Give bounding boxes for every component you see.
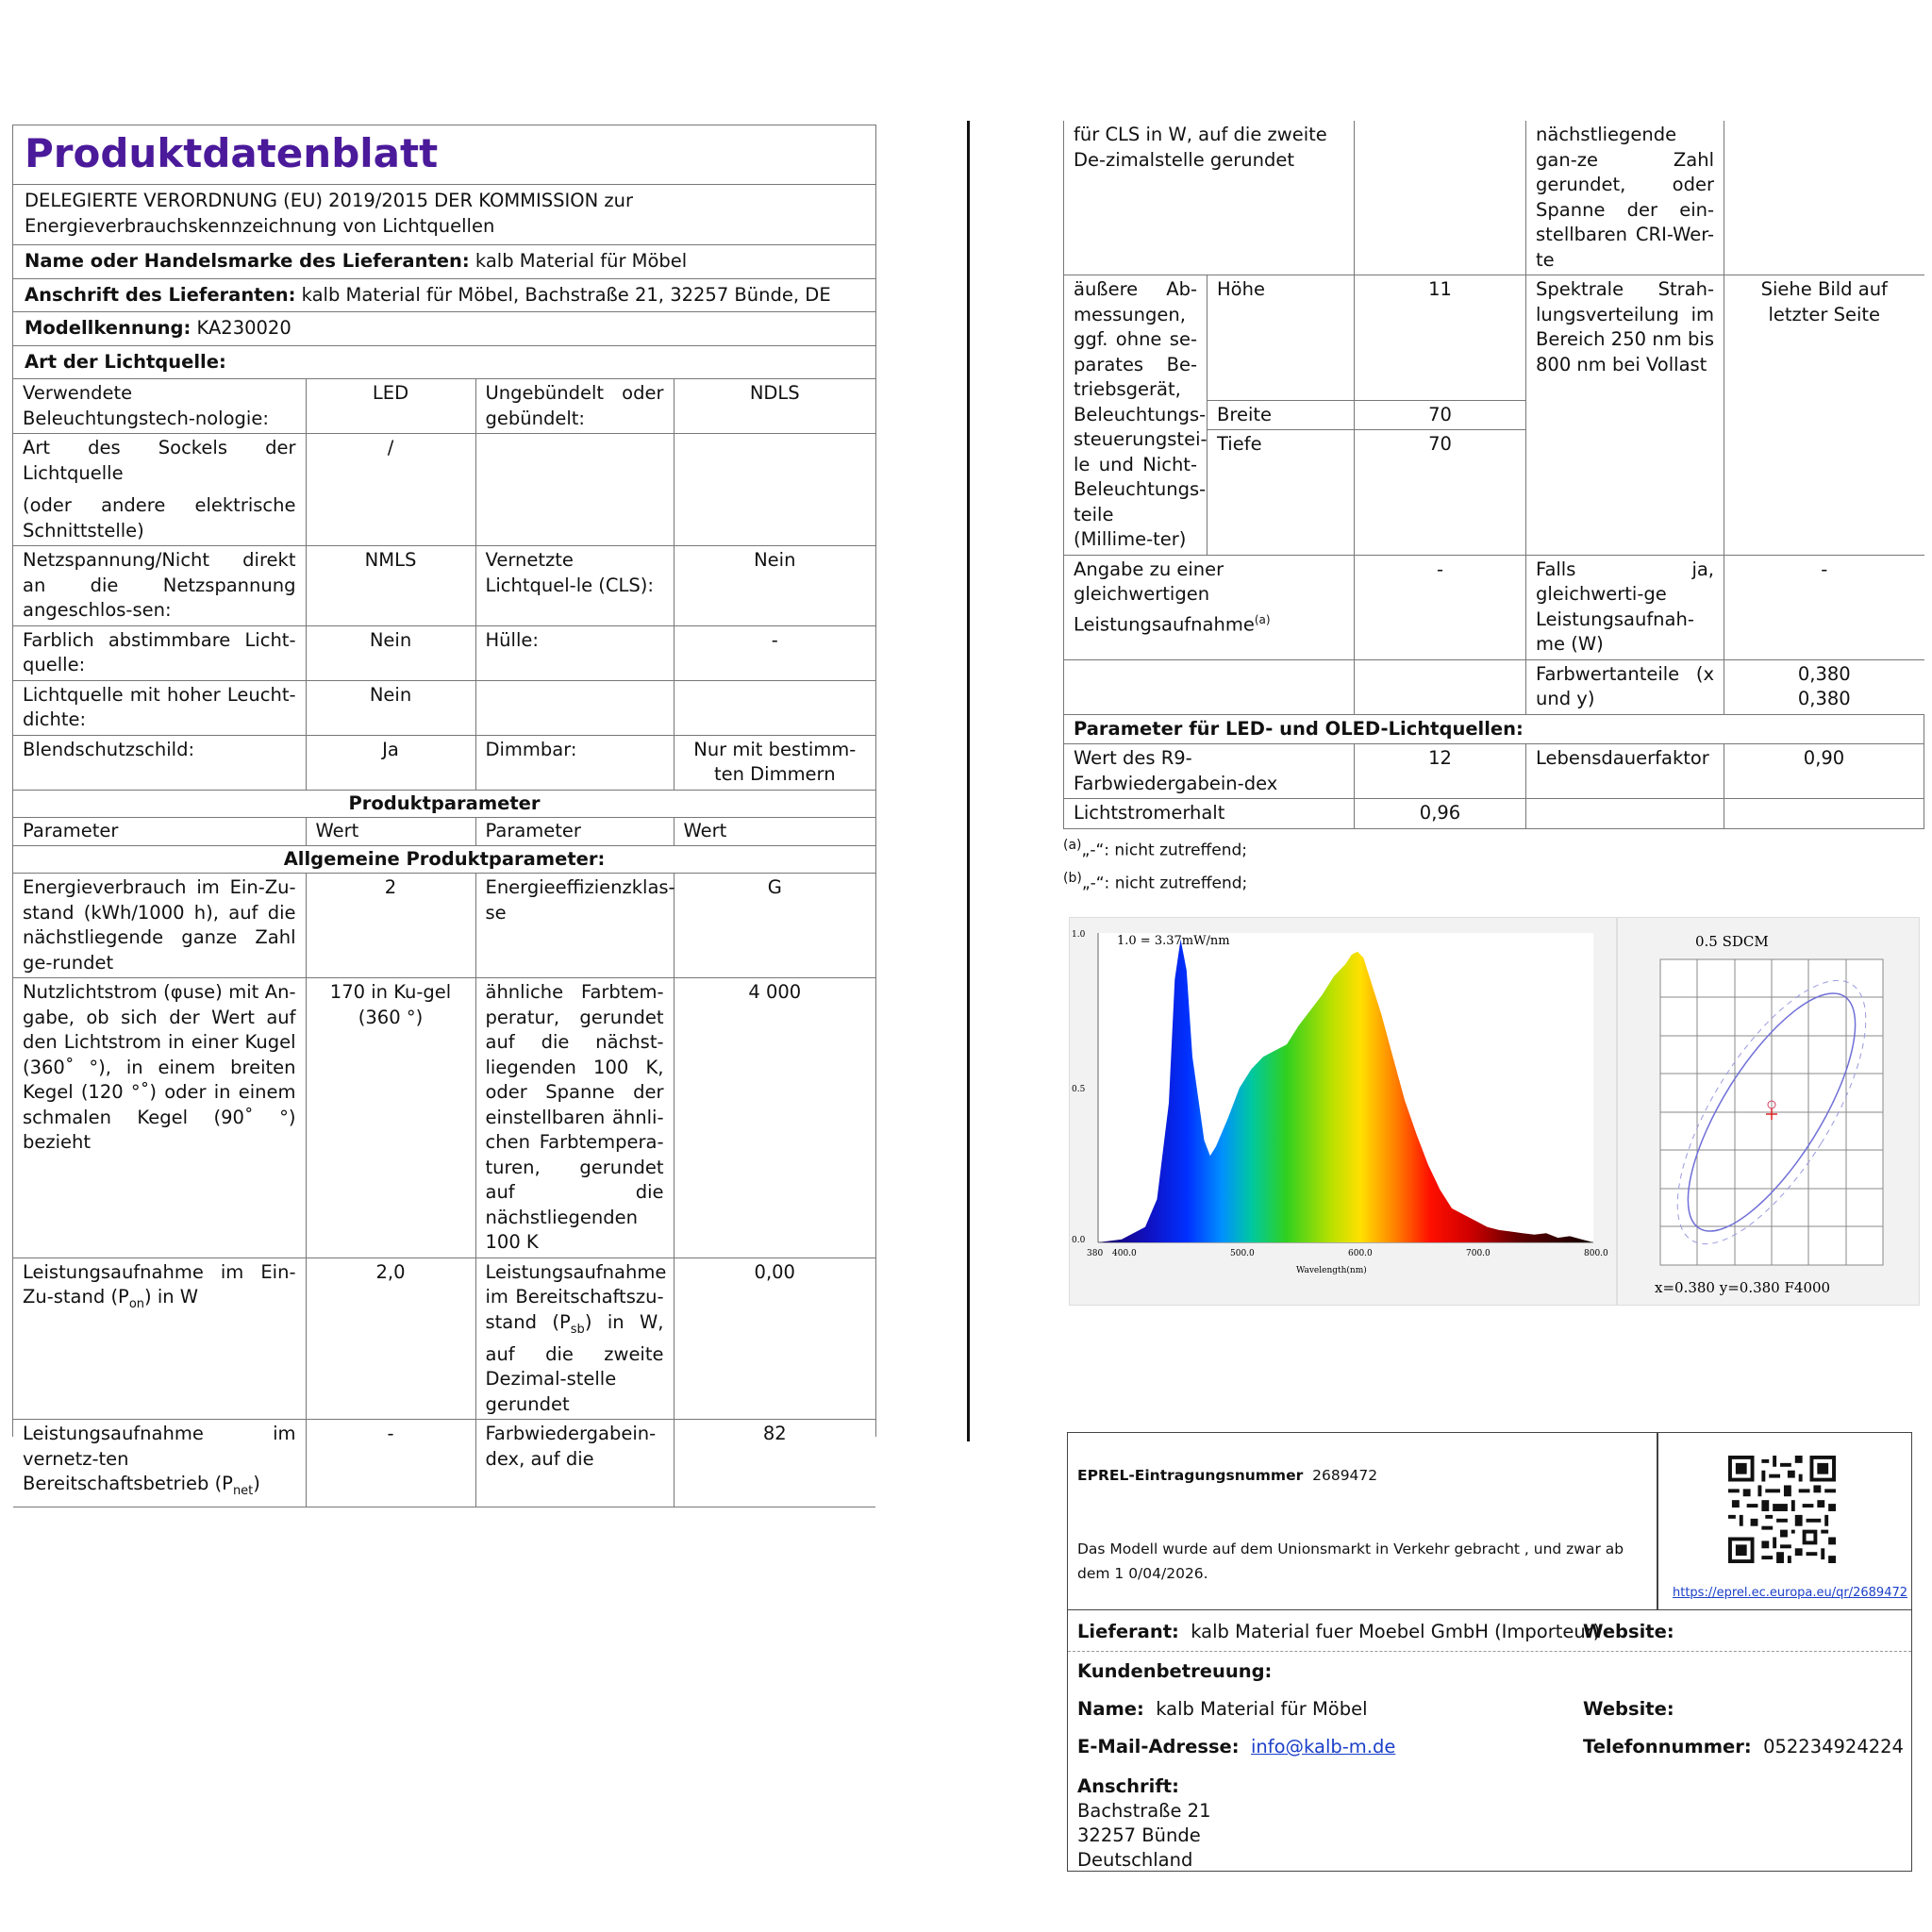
table-row: Angabe zu einer gleichwertigen Leistungsaufnahme$^{(a)}$ - Falls ja, gleichwerti-ge Leistungsaufnah-me (W) - [1064, 555, 1924, 659]
table-row: Wert des R9-Farbwiedergabein-dex 12 Lebensdauerfaktor 0,90 [1064, 744, 1924, 799]
table-row: Lichtquelle mit hoher Leucht-dichte: Nein [13, 680, 875, 735]
footnote-b: $^{(b)}$„-“: nicht zutreffend; [1063, 871, 1248, 893]
column-header-row: Parameter Wert Parameter Wert [13, 818, 875, 846]
eprel-url-link[interactable]: https://eprel.ec.europa.eu/qr/2689472 [1673, 1586, 1908, 1600]
website-label: Website: [1583, 1621, 1674, 1642]
general-parameters-heading: Allgemeine Produktparameter: [13, 845, 875, 874]
market-date-text: Das Modell wurde auf dem Unionsmarkt in Verkehr gebracht , und zwar ab dem 1 0/04/2026. [1077, 1541, 1624, 1582]
table-row: Farbwertanteile (x und y) 0,380 0,380 [1064, 659, 1924, 714]
document-title: Produktdatenblatt [13, 125, 875, 185]
regulation-subtitle: DELEGIERTE VERORDNUNG (EU) 2019/2015 DER KOMMISSION zur Energieverbrauchskennzeichnung von Lichtquellen [13, 185, 875, 245]
email-link[interactable]: info@kalb-m.de [1250, 1736, 1396, 1757]
support-name: Name: kalb Material für Möbel [1077, 1698, 1368, 1720]
table-row: äußere Ab-messungen, ggf. ohne se-parates Be-triebsgerät, Beleuchtungs-steuerungstei-le und Nicht-Beleuchtungs-teile (Millime-ter) Höhe 11 Spektrale Strah-lungsverteilung im Bereich 250 nm bis 800 nm bei Vollast Siehe Bild auf letzter Seite [1064, 275, 1924, 401]
product-data-table-continued [1063, 121, 1924, 829]
table-row: Art des Sockels der Lichtquelle (oder andere elektrische Schnittstelle) / [13, 434, 875, 546]
table-row: Blendschutzschild: Ja Dimmbar: Nur mit bestimm-ten Dimmern [13, 735, 875, 790]
x-tick-label: 700.0 [1466, 1249, 1491, 1258]
spectral-distribution-figure [1069, 917, 1920, 1306]
y-tick-label: 1.0 [1072, 930, 1086, 940]
page-divider [967, 121, 970, 1441]
support-email: E-Mail-Adresse: info@kalb-m.de [1077, 1736, 1396, 1757]
sdcm-footer: x=0.380 y=0.380 F4000 [1655, 1279, 1831, 1296]
table-row: Tiefe 70 [1064, 430, 1924, 556]
support-address: Anschrift: Bachstraße 21 32257 Bünde Deutschland [1077, 1775, 1211, 1871]
light-source-type-heading: Art der Lichtquelle: [13, 345, 875, 379]
spectrum-svg [1070, 918, 1919, 1305]
sdcm-title: 0.5 SDCM [1695, 933, 1769, 950]
address-row: Anschrift des Lieferanten: kalb Material für Möbel, Bachstraße 21, 32257 Bünde, DE [13, 278, 875, 312]
product-data-table [13, 125, 875, 1507]
x-tick-label: 500.0 [1230, 1249, 1255, 1258]
dashed-separator [1068, 1651, 1911, 1652]
table-row: Verwendete Beleuchtungstech-nologie: LED Ungebündelt oder gebündelt: NDLS [13, 379, 875, 434]
product-parameters-heading: Produktparameter [13, 790, 875, 818]
x-tick-label: 380 [1087, 1249, 1104, 1258]
x-tick-labels [1087, 1249, 1608, 1258]
eprel-registration: EPREL-Eintragungsnummer 2689472 [1077, 1467, 1378, 1484]
table-row: Nutzlichtstrom (φuse) mit An-gabe, ob sich der Wert auf den Lichtstrom in einer Kugel (360˚ °), in einem breiten Kegel (120 °˚) oder in einem schmalen Kegel (90˚ °) bezieht 170 in Ku-gel (360 °) ähnliche Farbtem-peratur, gerundet auf die nächst-liegenden 100 K, oder Spanne der einstellbaren ähnli-chen Farbtempera-turen, gerundet auf die nächstliegenden 100 K 4 000 [13, 978, 875, 1258]
table-row: Netzspannung/Nicht direkt an die Netzspannung angeschlos-sen: NMLS Vernetzte Lichtquel-le (CLS): Nein [13, 546, 875, 626]
x-tick-label: 800.0 [1584, 1249, 1608, 1258]
table-row: Farblich abstimmbare Licht-quelle: Nein Hülle: - [13, 625, 875, 680]
product-data-sheet-page-1 [12, 125, 876, 1499]
table-row: Leistungsaufnahme im vernetz-ten Bereitschaftsbetrieb $(P_{net})$ - Farbwiedergabein-dex, auf die 82 [13, 1420, 875, 1507]
table-row: Energieverbrauch im Ein-Zu-stand (kWh/1000 h), auf die nächstliegende ganze Zahl ge-rundet 2 Energieeffizienzklas-se G [13, 874, 875, 978]
table-row: Leistungsaufnahme im Ein-Zu-stand $(P_{on})$ in W 2,0 Leistungsaufnahme im Bereitschaftszu-stand $(P_{sb})$ in W, auf die zweite Dezimal-stelle gerundet 0,00 [13, 1257, 875, 1420]
table-row: für CLS in W, auf die zweite De-zimalstelle gerundet nächstliegende gan-ze Zahl gerundet, oder Spanne der ein-stellbaren CRI-Wer-te [1064, 121, 1924, 275]
eprel-info-box [1067, 1432, 1912, 1872]
led-parameters-heading: Parameter für LED- und OLED-Lichtquellen: [1064, 714, 1924, 744]
supplier-row: Name oder Handelsmarke des Lieferanten: kalb Material für Möbel [13, 245, 875, 279]
footnote-a: $^{(a)}$„-“: nicht zutreffend; [1063, 837, 1247, 860]
y-tick-label: 0.0 [1072, 1236, 1086, 1245]
table-row: Breite 70 [1064, 400, 1924, 430]
footnotes [1063, 831, 1924, 898]
x-tick-label: 400.0 [1112, 1249, 1137, 1258]
table-row: Lichtstromerhalt 0,96 [1064, 799, 1924, 829]
dimensions-label: äußere Ab-messungen, ggf. ohne se-parates Be-triebsgerät, Beleuchtungs-steuerungstei-le und Nicht-Beleuchtungs-teile (Millime-ter) [1064, 275, 1208, 556]
supplier-line: Lieferant: kalb Material fuer Moebel GmbH (Importeur) [1077, 1621, 1601, 1642]
support-phone: Telefonnummer: 052234924224 [1583, 1736, 1904, 1757]
product-data-sheet-page-2 [1063, 121, 1924, 898]
x-tick-label: 600.0 [1348, 1249, 1373, 1258]
y-tick-label: 0.5 [1072, 1085, 1086, 1094]
spectrum-header: 1.0 = 3.37mW/nm [1117, 934, 1230, 948]
customer-support-heading: Kundenbetreuung: [1077, 1660, 1273, 1682]
x-axis-label: Wavelength(nm) [1296, 1266, 1367, 1275]
qr-code-icon [1728, 1456, 1836, 1563]
support-website-label: Website: [1583, 1698, 1674, 1720]
model-row: Modellkennung: KA230020 [13, 312, 875, 346]
